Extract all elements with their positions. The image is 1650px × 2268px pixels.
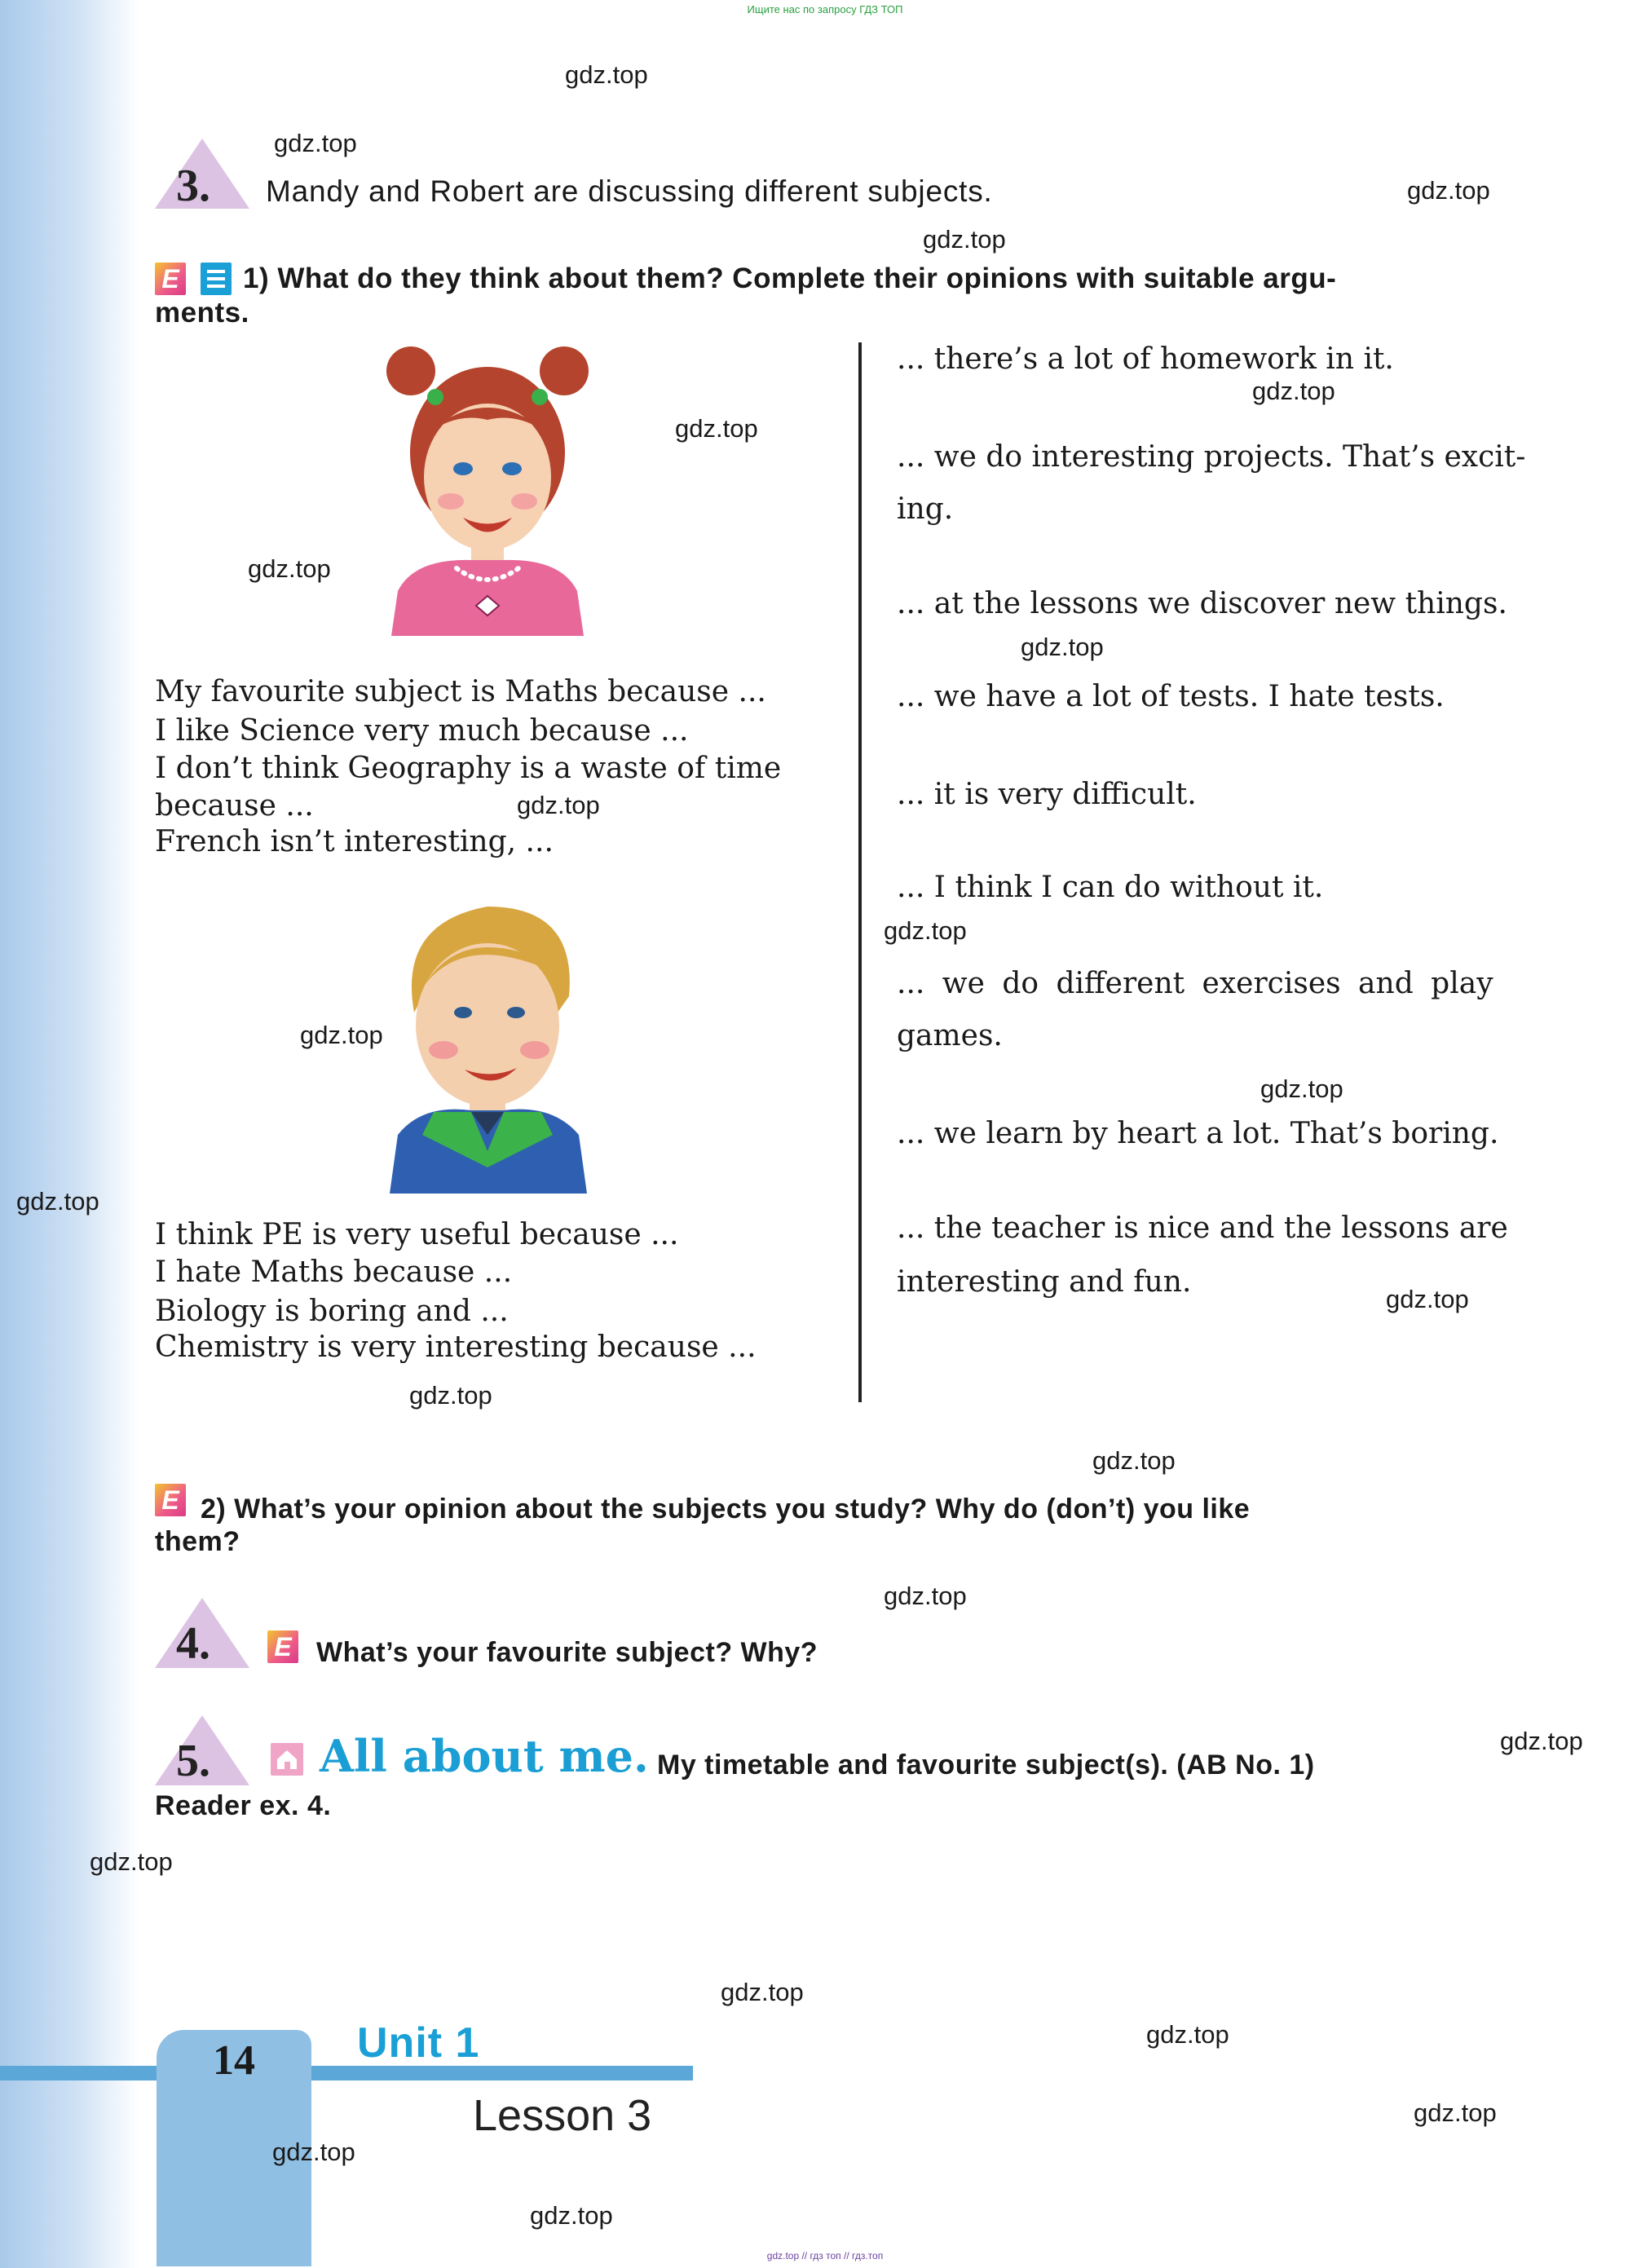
watermark: gdz.top bbox=[16, 1187, 99, 1216]
argument-line: interesting and fun. bbox=[897, 1265, 1192, 1299]
exercise-4-text: What’s your favourite subject? Why? bbox=[316, 1637, 818, 1668]
argument-line: ... it is very difficult. bbox=[897, 778, 1197, 811]
mandy-line: French isn’t interesting, ... bbox=[155, 825, 554, 858]
watermark: gdz.top bbox=[248, 554, 331, 583]
watermark: gdz.top bbox=[530, 2201, 613, 2230]
watermark: gdz.top bbox=[1092, 1446, 1176, 1475]
robert-line: I hate Maths because ... bbox=[155, 1255, 513, 1289]
robert-line: Chemistry is very interesting because ... bbox=[155, 1330, 757, 1364]
argument-line: ... we have a lot of tests. I hate tests. bbox=[897, 680, 1445, 713]
watermark: gdz.top bbox=[517, 791, 600, 819]
watermark: gdz.top bbox=[1500, 1727, 1583, 1755]
exercise-5-number: 5. bbox=[176, 1736, 210, 1786]
mandy-line: I don’t think Geography is a waste of time bbox=[155, 752, 782, 785]
watermark: gdz.top bbox=[300, 1021, 383, 1049]
watermark: gdz.top bbox=[1021, 633, 1104, 661]
top-note: Ищите нас по запросу ГДЗ ТОП bbox=[747, 3, 903, 15]
unit-label: Unit 1 bbox=[357, 2019, 480, 2067]
argument-line: games. bbox=[897, 1019, 1003, 1052]
page-number: 14 bbox=[213, 2037, 255, 2084]
watermark: gdz.top bbox=[923, 225, 1006, 254]
robert-illustration bbox=[365, 890, 610, 1194]
lesson-label: Lesson 3 bbox=[473, 2091, 652, 2140]
watermark: gdz.top bbox=[565, 60, 648, 89]
watermark: gdz.top bbox=[884, 1582, 967, 1610]
e-icon: E bbox=[155, 263, 186, 295]
e-icon: E bbox=[267, 1630, 298, 1663]
argument-line: ing. bbox=[897, 492, 954, 526]
task-1-line-2: ments. bbox=[155, 297, 249, 329]
footer-band bbox=[0, 2066, 693, 2080]
watermark: gdz.top bbox=[409, 1381, 492, 1410]
watermark: gdz.top bbox=[1146, 2020, 1229, 2049]
argument-line: ... the teacher is nice and the lessons are bbox=[897, 1211, 1508, 1245]
exercise-5-line-2: Reader ex. 4. bbox=[155, 1790, 332, 1821]
watermark: gdz.top bbox=[884, 916, 967, 945]
robert-line: Biology is boring and ... bbox=[155, 1295, 509, 1328]
argument-line: ... we do different exercises and play bbox=[897, 967, 1493, 1000]
mandy-line: I like Science very much because ... bbox=[155, 714, 689, 748]
task-2-line-1: 2) What’s your opinion about the subjects you study? Why do (don’t) you like bbox=[201, 1494, 1251, 1525]
watermark: gdz.top bbox=[1414, 2098, 1497, 2127]
exercise-3-intro: Mandy and Robert are discussing different subjects. bbox=[266, 174, 993, 208]
task-1-line-1: 1) What do they think about them? Complete their opinions with suitable argu- bbox=[243, 263, 1337, 294]
mandy-line: My favourite subject is Maths because ... bbox=[155, 675, 766, 708]
watermark: gdz.top bbox=[1386, 1285, 1469, 1313]
argument-line: ... we learn by heart a lot. That’s boring. bbox=[897, 1117, 1499, 1150]
list-icon bbox=[201, 263, 232, 295]
exercise-3-number: 3. bbox=[176, 161, 210, 211]
watermark: gdz.top bbox=[721, 1978, 804, 2006]
watermark: gdz.top bbox=[274, 129, 357, 157]
watermark: gdz.top bbox=[1407, 176, 1490, 205]
mandy-illustration bbox=[365, 346, 610, 640]
exercise-5-title: All about me. bbox=[320, 1730, 649, 1782]
watermark: gdz.top bbox=[675, 414, 758, 443]
watermark: gdz.top bbox=[1260, 1074, 1343, 1103]
watermark: gdz.top bbox=[272, 2138, 355, 2166]
side-gradient bbox=[0, 0, 139, 2268]
mandy-line: because ... bbox=[155, 789, 314, 823]
argument-line: ... there’s a lot of homework in it. bbox=[897, 342, 1394, 376]
watermark: gdz.top bbox=[90, 1847, 173, 1876]
exercise-5-text: My timetable and favourite subject(s). (AB No. 1) bbox=[657, 1750, 1315, 1780]
column-divider bbox=[858, 342, 862, 1402]
house-icon bbox=[271, 1743, 303, 1776]
argument-line: ... we do interesting projects. That’s excit- bbox=[897, 440, 1526, 474]
robert-line: I think PE is very useful because ... bbox=[155, 1218, 679, 1251]
bottom-note: gdz.top // гдз топ // гдз.топ bbox=[766, 2250, 884, 2261]
e-icon: E bbox=[155, 1484, 186, 1516]
argument-line: ... at the lessons we discover new things. bbox=[897, 587, 1507, 620]
task-2-line-2: them? bbox=[155, 1526, 240, 1557]
exercise-4-number: 4. bbox=[176, 1618, 210, 1669]
watermark: gdz.top bbox=[1252, 377, 1335, 405]
argument-line: ... I think I can do without it. bbox=[897, 871, 1324, 904]
